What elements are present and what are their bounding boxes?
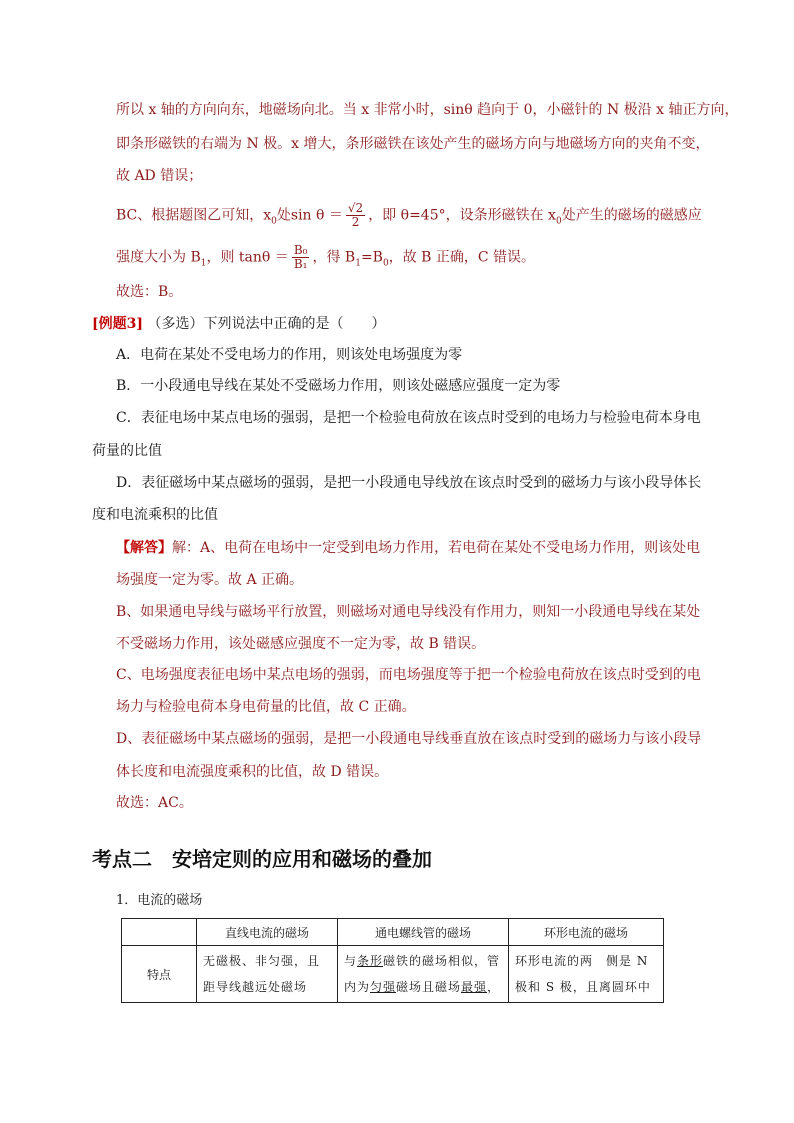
text: 处sin θ ＝	[276, 207, 343, 224]
text: 内为	[344, 980, 371, 994]
subscript: 1	[355, 258, 361, 269]
option-d: D．表征磁场中某点磁场的强弱，是把一小段通电导线放在该点时受到的磁场力与该小段导体长	[116, 475, 702, 491]
text: 磁铁的磁场相似，管	[383, 954, 501, 968]
subscript: 0	[271, 216, 277, 227]
table-header-cell: 直线电流的磁场	[197, 919, 338, 946]
option-b: B．一小段通电导线在某处不受磁场力作用，则该处磁感应强度一定为零	[116, 378, 561, 394]
cell-line	[344, 974, 502, 1000]
solution-line-formula	[116, 244, 535, 273]
option-a: A．电荷在某处不受电场力的作用，则该处电场强度为零	[116, 347, 463, 363]
answer-line: C、电场强度表征电场中某点电场的强弱，而电场强度等于把一个检验电荷放在该点时受到的电	[116, 667, 701, 683]
cell-line: 无磁极、非匀强，且	[203, 954, 321, 968]
answer-line: D、表征磁场中某点磁场的强弱，是把一小段通电导线垂直放在该点时受到的磁场力与该小段导	[116, 731, 702, 747]
magnetic-field-table	[121, 918, 664, 1003]
example-stem	[92, 314, 385, 334]
example-tag: [例题3]	[92, 316, 143, 332]
table-cell	[338, 946, 509, 1003]
text: 磁场且磁场	[396, 980, 462, 994]
subscript: 0	[555, 216, 562, 227]
text: BC、根据题图乙可知，x	[116, 207, 272, 224]
row-label: 特点	[122, 946, 197, 1003]
example-question: （多选）下列说法中正确的是（ ）	[147, 316, 386, 332]
solution-line: 故 AD 错误；	[116, 168, 203, 184]
underlined-text: 匀强	[370, 980, 397, 994]
answer-tag: 【解答】	[116, 540, 172, 556]
text: ，	[487, 980, 501, 994]
cell-line: 环形电流的两 侧是 N	[515, 954, 649, 968]
table-cell	[509, 946, 664, 1003]
fraction	[346, 202, 365, 229]
denominator: 2	[351, 215, 360, 229]
text: 强度大小为 B	[116, 249, 201, 266]
solution-line-formula	[116, 202, 702, 231]
answer-line: 场力与检验电荷本身电荷量的比值，故 C 正确。	[116, 699, 416, 715]
answer-line: 场强度一定为零。故 A 正确。	[116, 572, 304, 588]
cell-line	[344, 948, 502, 974]
underlined-text: 条形	[357, 954, 384, 968]
answer-line: 不受磁场力作用，该处磁感应强度不一定为零，故 B 错误。	[116, 636, 486, 652]
underlined-text: 最强	[461, 980, 488, 994]
fraction	[292, 244, 310, 271]
answer-line: B、如果通电导线与磁场平行放置，则磁场对通电导线没有作用力，则知一小段通电导线在某处	[116, 604, 701, 620]
section-heading: 考点二 安培定则的应用和磁场的叠加	[92, 847, 432, 871]
table-header-row	[122, 919, 664, 946]
subscript: 0	[382, 258, 389, 269]
option-c: C．表征电场中某点电场的强弱，是把一个检验电荷放在该点时受到的电场力与检验电荷本身电	[116, 410, 701, 426]
solution-line: 即条形磁铁的右端为 N 极。x 增大，条形磁铁在该处产生的磁场方向与地磁场方向的夹角不变，	[116, 136, 710, 152]
option-d-cont: 度和电流乘积的比值	[92, 507, 218, 523]
answer-text: 解：A、电荷在电场中一定受到电场力作用，若电荷在某处不受电场力作用，则该处电	[172, 540, 701, 556]
cell-line: 极和 S 极，且离圆环中	[515, 980, 651, 994]
option-c-cont: 荷量的比值	[92, 443, 162, 459]
answer-choice: 故选：AC。	[116, 795, 193, 811]
answer-line	[116, 538, 700, 558]
answer-line: 体长度和电流强度乘积的比值，故 D 错误。	[116, 764, 389, 780]
numerator: B₀	[293, 243, 308, 257]
text: ，故 B 正确，C 错误。	[388, 249, 536, 266]
text: =B	[360, 249, 383, 266]
solution-line: 所以 x 轴的方向向东，地磁场向北。当 x 非常小时，sinθ 趋向于 0，小磁针的 N 极沿 x 轴正方向，	[116, 102, 739, 118]
table-cell	[197, 946, 338, 1003]
subsection-title: 1．电流的磁场	[116, 893, 203, 908]
text: ，则 tanθ ＝	[206, 249, 289, 266]
subscript: 1	[200, 258, 207, 269]
text: ，得 B	[312, 249, 356, 266]
text: ，即 θ=45°，设条形磁铁在 x	[368, 207, 556, 224]
denominator: B₁	[293, 257, 308, 271]
table-row	[122, 946, 664, 1003]
text: 与	[344, 954, 358, 968]
table-header-cell: 通电螺线管的磁场	[338, 919, 509, 946]
numerator: √2	[347, 201, 364, 215]
table-header-cell	[122, 919, 197, 946]
cell-line: 距导线越远处磁场	[203, 980, 308, 994]
table-header-cell: 环形电流的磁场	[509, 919, 664, 946]
solution-choice: 故选：B。	[116, 284, 183, 300]
text: 处产生的磁场的磁感应	[561, 207, 702, 224]
